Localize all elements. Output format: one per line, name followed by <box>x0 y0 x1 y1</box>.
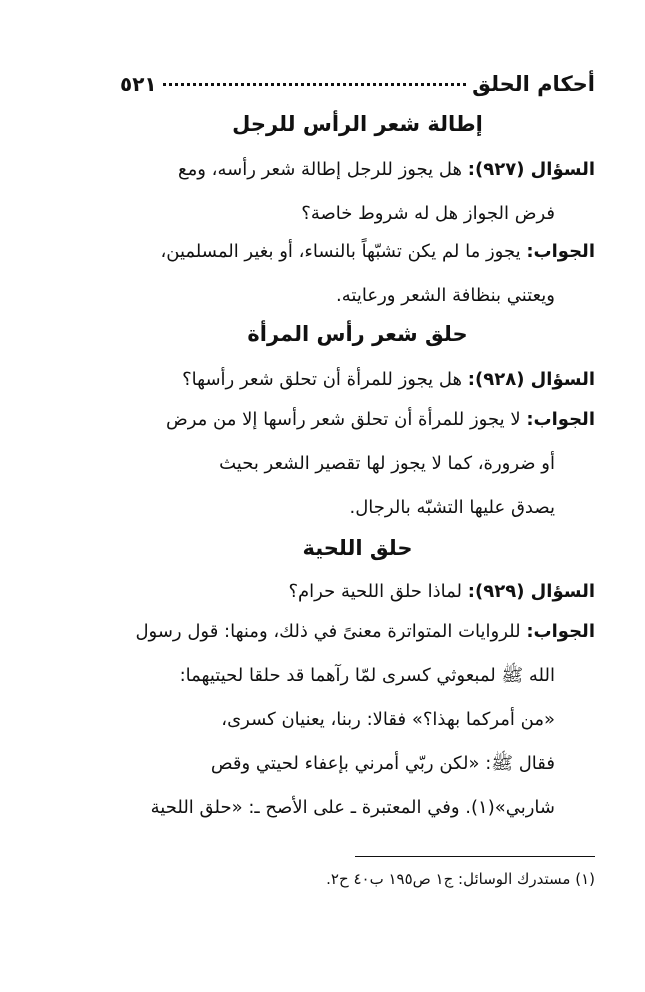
footnote: (١) مستدرك الوسائل: ج١ ص١٩٥ ب٤٠ ح٢. <box>326 870 595 888</box>
header-dot-leader <box>163 83 467 86</box>
answer-label: الجواب: <box>526 621 595 642</box>
answer-line: ويعتني بنظافة الشعر ورعايته. <box>336 285 555 306</box>
section-heading: حلق شعر رأس المرأة <box>247 322 468 346</box>
question-line: السؤال (٩٢٧): هل يجوز للرجل إطالة شعر رأسه، ومع <box>178 159 595 180</box>
page-number: ٥٢١ <box>120 72 157 96</box>
answer-line: الجواب: للروايات المتواترة معنىً في ذلك، ومنها: قول رسول <box>135 621 595 642</box>
answer-line: أو ضرورة، كما لا يجوز لها تقصير الشعر بحيث <box>219 453 555 474</box>
question-label: السؤال (٩٢٧): <box>467 159 595 180</box>
question-928 <box>120 358 595 402</box>
answer-line: الجواب: يجوز ما لم يكن تشبّهاً بالنساء، أو بغير المسلمين، <box>160 241 595 262</box>
section-heading: حلق اللحية <box>302 536 413 560</box>
answer-line: فقال ﷺ: «لكن ربّي أمرني بإعفاء لحيتي وقص <box>210 753 555 774</box>
question-label: السؤال (٩٢٨): <box>467 369 595 390</box>
footnote-divider <box>355 856 595 857</box>
answer-line: الله ﷺ لمبعوثي كسرى لمّا رآهما قد حلقا لحيتيهما: <box>179 665 555 686</box>
question-label: السؤال (٩٢٩): <box>467 581 595 602</box>
answer-label: الجواب: <box>526 409 595 430</box>
answer-928 <box>120 398 595 530</box>
answer-line: يصدق عليها التشبّه بالرجال. <box>349 497 555 518</box>
question-line: السؤال (٩٢٩): لماذا حلق اللحية حرام؟ <box>288 581 595 602</box>
question-929 <box>120 570 595 614</box>
answer-929 <box>120 610 595 830</box>
answer-label: الجواب: <box>526 241 595 262</box>
question-927 <box>120 148 595 236</box>
question-line: فرض الجواز هل له شروط خاصة؟ <box>301 203 555 224</box>
answer-line: «من أمركما بهذا؟» فقالا: ربنا، يعنيان كسرى، <box>221 709 555 730</box>
header-title: أحكام الحلق <box>472 72 595 96</box>
answer-line: شاربي»(١). وفي المعتبرة ـ على الأصح ـ: «حلق اللحية <box>150 797 555 818</box>
answer-line: الجواب: لا يجوز للمرأة أن تحلق شعر رأسها إلا من مرض <box>165 409 595 430</box>
running-header <box>120 64 595 104</box>
question-line: السؤال (٩٢٨): هل يجوز للمرأة أن تحلق شعر رأسها؟ <box>182 369 595 390</box>
answer-927 <box>120 230 595 318</box>
section-heading: إطالة شعر الرأس للرجل <box>232 112 483 136</box>
